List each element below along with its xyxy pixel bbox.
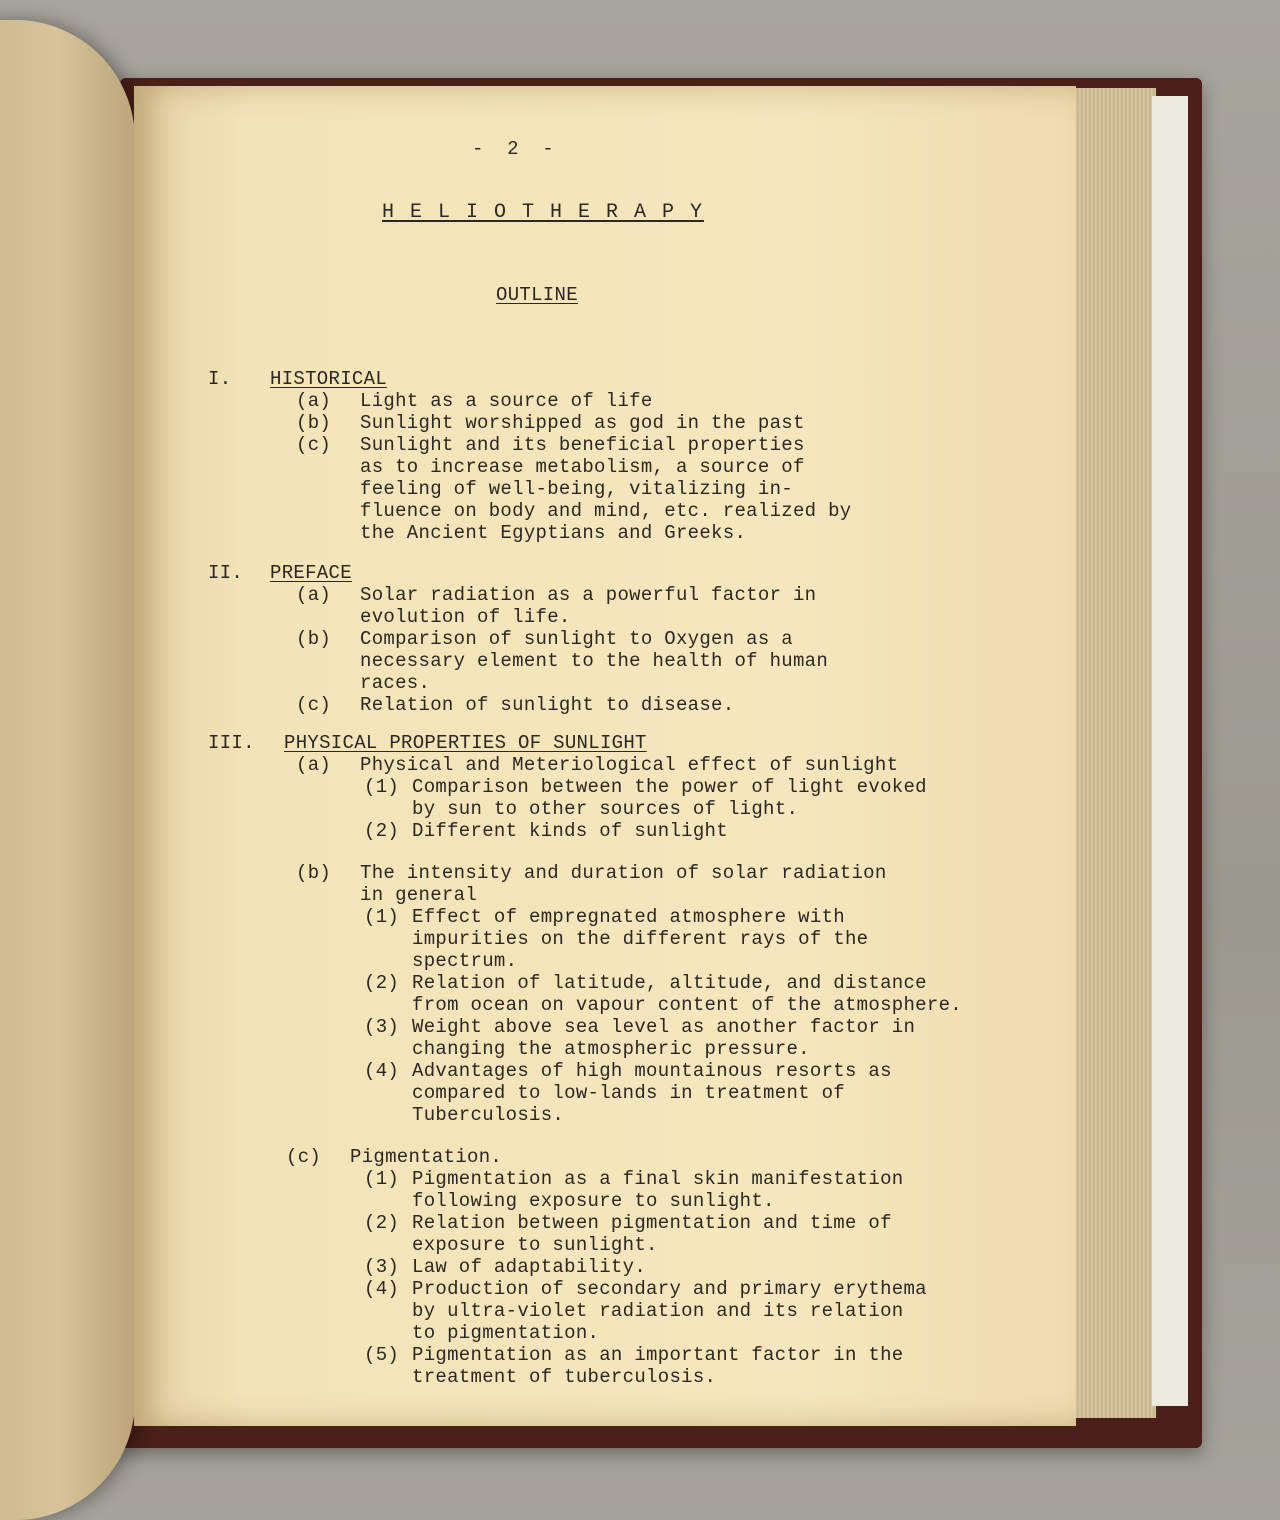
page-number: - 2 - [472, 138, 554, 160]
subitem-label: (4) [364, 1060, 400, 1082]
outline-heading: OUTLINE [496, 284, 578, 306]
subitem-text: changing the atmospheric pressure. [412, 1038, 810, 1060]
item-label: (a) [296, 390, 332, 412]
item-text: necessary element to the health of human [360, 650, 829, 672]
subitem-text: following exposure to sunlight. [412, 1190, 775, 1212]
subitem-text: Pigmentation as a final skin manifestation [412, 1168, 904, 1190]
section-heading: HISTORICAL [270, 368, 388, 390]
subitem-text: Comparison between the power of light evoked [412, 776, 927, 798]
subitem-label: (4) [364, 1278, 400, 1300]
item-text: fluence on body and mind, etc. realized by [360, 500, 852, 522]
subitem-text: Pigmentation as an important factor in the [412, 1344, 904, 1366]
subitem-text: Production of secondary and primary erythema [412, 1278, 927, 1300]
subitem-label: (1) [364, 776, 400, 798]
subitem-text: Relation between pigmentation and time of [412, 1212, 892, 1234]
subitem-text: treatment of tuberculosis. [412, 1366, 717, 1388]
item-text: in general [360, 884, 478, 906]
item-text: Light as a source of life [360, 390, 653, 412]
item-text: the Ancient Egyptians and Greeks. [360, 522, 747, 544]
subitem-label: (5) [364, 1344, 400, 1366]
subitem-text: compared to low-lands in treatment of [412, 1082, 845, 1104]
subitem-text: Relation of latitude, altitude, and distance [412, 972, 927, 994]
item-label: (c) [296, 694, 332, 716]
subitem-text: by ultra-violet radiation and its relation [412, 1300, 904, 1322]
subitem-label: (1) [364, 906, 400, 928]
subitem-label: (3) [364, 1016, 400, 1038]
document-page [134, 86, 1076, 1426]
page-stack-edge [1070, 88, 1156, 1418]
item-text: races. [360, 672, 431, 694]
subitem-text: from ocean on vapour content of the atmosphere. [412, 994, 962, 1016]
document-title: H E L I O T H E R A P Y [382, 201, 705, 224]
subitem-label: (2) [364, 1212, 400, 1234]
subitem-text: Tuberculosis. [412, 1104, 565, 1126]
item-text: Pigmentation. [350, 1146, 503, 1168]
item-text: feeling of well-being, vitalizing in- [360, 478, 793, 500]
subitem-text: spectrum. [412, 950, 518, 972]
item-label: (c) [296, 434, 332, 456]
item-text: Solar radiation as a powerful factor in [360, 584, 817, 606]
item-text: Sunlight and its beneficial properties [360, 434, 805, 456]
subitem-text: impurities on the different rays of the [412, 928, 869, 950]
subitem-text: Advantages of high mountainous resorts as [412, 1060, 892, 1082]
subitem-text: Different kinds of sunlight [412, 820, 728, 842]
subitem-text: Law of adaptability. [412, 1256, 647, 1278]
subitem-text: Effect of empregnated atmosphere with [412, 906, 845, 928]
item-text: The intensity and duration of solar radiation [360, 862, 887, 884]
item-text: Sunlight worshipped as god in the past [360, 412, 805, 434]
subitem-label: (2) [364, 972, 400, 994]
item-label: (b) [296, 628, 332, 650]
item-text: evolution of life. [360, 606, 571, 628]
section-numeral: II. [208, 562, 244, 584]
item-text: Relation of sunlight to disease. [360, 694, 735, 716]
left-page-curl [0, 20, 135, 1520]
section-heading: PHYSICAL PROPERTIES OF SUNLIGHT [284, 732, 647, 754]
endpaper [1152, 96, 1188, 1406]
item-text: Physical and Meteriological effect of sunlight [360, 754, 899, 776]
item-label: (a) [296, 754, 332, 776]
item-text: as to increase metabolism, a source of [360, 456, 805, 478]
subitem-text: to pigmentation. [412, 1322, 600, 1344]
section-numeral: III. [208, 732, 255, 754]
item-label: (a) [296, 584, 332, 606]
subitem-text: Weight above sea level as another factor in [412, 1016, 916, 1038]
item-label: (b) [296, 412, 332, 434]
subitem-text: exposure to sunlight. [412, 1234, 658, 1256]
subitem-label: (1) [364, 1168, 400, 1190]
item-text: Comparison of sunlight to Oxygen as a [360, 628, 793, 650]
subitem-label: (3) [364, 1256, 400, 1278]
item-label: (c) [286, 1146, 322, 1168]
section-numeral: I. [208, 368, 232, 390]
section-heading: PREFACE [270, 562, 352, 584]
subitem-text: by sun to other sources of light. [412, 798, 799, 820]
item-label: (b) [296, 862, 332, 884]
subitem-label: (2) [364, 820, 400, 842]
